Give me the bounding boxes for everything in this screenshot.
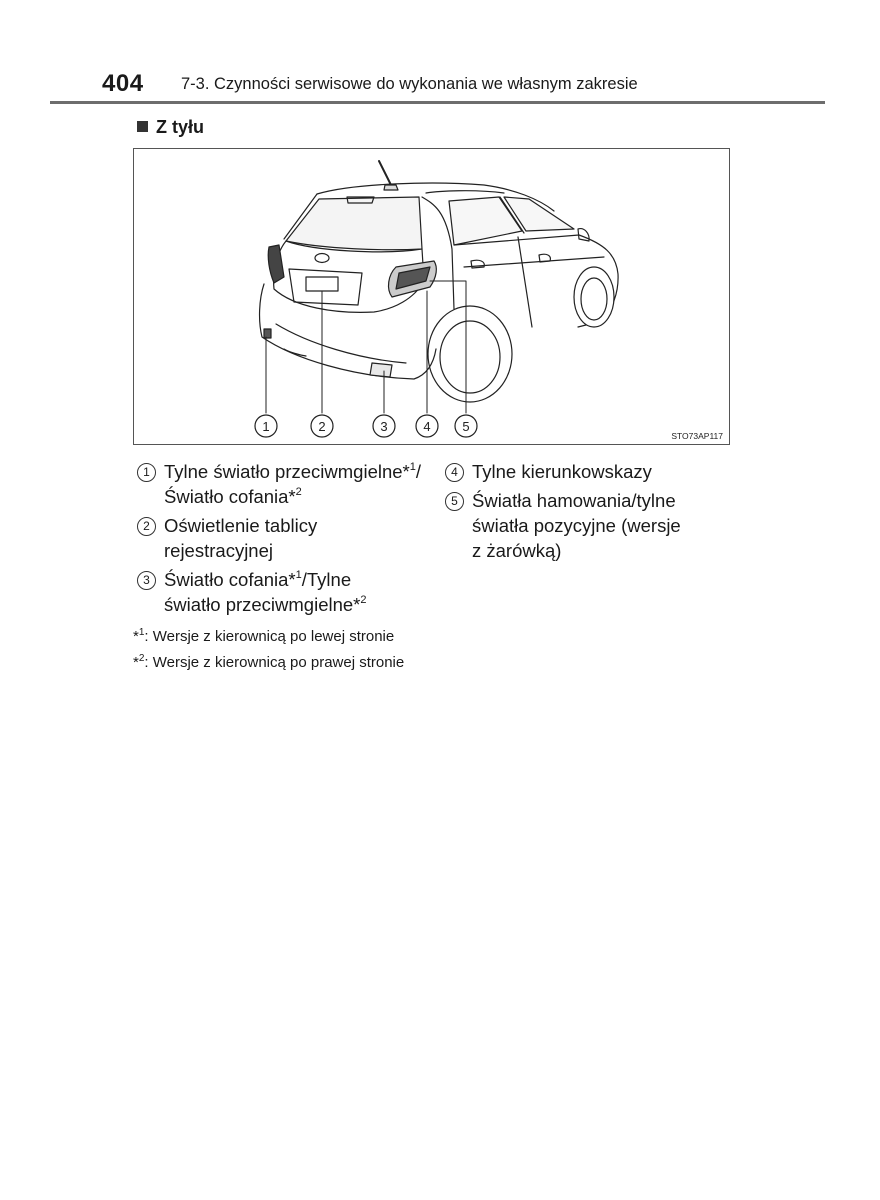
legend-number-2: 2 xyxy=(137,517,156,536)
legend-item-3 xyxy=(137,567,447,617)
footnote-1 xyxy=(133,624,404,650)
legend-number-3: 3 xyxy=(137,571,156,590)
svg-text:1: 1 xyxy=(262,419,270,434)
header-rule xyxy=(50,101,825,104)
svg-text:4: 4 xyxy=(423,419,431,434)
legend-text: rejestracyjnej xyxy=(164,540,273,561)
callout-1 xyxy=(255,415,277,437)
svg-text:3: 3 xyxy=(380,419,388,434)
footnote-mark: * xyxy=(133,628,139,645)
legend-text: Światło cofania* xyxy=(164,486,296,507)
legend-number-5: 5 xyxy=(445,492,464,511)
legend-number-1: 1 xyxy=(137,463,156,482)
footnote-sup: 2 xyxy=(138,653,145,664)
rear-lights-figure xyxy=(133,148,730,445)
legend-text: Tylne światło przeciwmgielne* xyxy=(164,461,410,482)
callout-2 xyxy=(311,415,333,437)
figure-code: STO73AP117 xyxy=(671,431,723,441)
legend-text: Światła hamowania/tylne xyxy=(472,490,676,511)
callout-3 xyxy=(373,415,395,437)
legend-sup: 2 xyxy=(295,486,302,498)
legend-sup: 1 xyxy=(409,461,416,473)
legend-text: Oświetlenie tablicy xyxy=(164,515,318,536)
legend-text: światła pozycyjne (wersje xyxy=(472,515,681,536)
legend-text: z żarówką) xyxy=(472,540,562,561)
svg-text:5: 5 xyxy=(462,419,470,434)
legend-item-2 xyxy=(137,513,447,563)
callout-markers xyxy=(134,149,730,445)
legend-text: Tylne kierunkowskazy xyxy=(472,461,652,482)
footnote-2 xyxy=(133,650,404,676)
chapter-title: 7-3. Czynności serwisowe do wykonania we własnym zakresie xyxy=(181,75,638,93)
footnote-mark: * xyxy=(133,654,139,671)
legend-text: /Tylne xyxy=(301,569,352,590)
legend-item-4 xyxy=(445,459,715,484)
legend-text: światło przeciwmgielne* xyxy=(164,594,361,615)
legend-text: / xyxy=(415,461,422,482)
legend-sup: 1 xyxy=(295,569,302,581)
footnote-text: : Wersje z kierownicą po prawej stronie xyxy=(144,654,405,671)
legend-left-column xyxy=(137,459,447,621)
page-number: 404 xyxy=(102,70,144,97)
callout-4 xyxy=(416,415,438,437)
legend-text: Światło cofania* xyxy=(164,569,296,590)
section-heading xyxy=(137,117,204,138)
svg-text:2: 2 xyxy=(318,419,326,434)
legend-sup: 2 xyxy=(360,594,367,606)
legend-number-4: 4 xyxy=(445,463,464,482)
footnote-text: : Wersje z kierownicą po lewej stronie xyxy=(144,628,395,645)
square-bullet-icon xyxy=(137,121,148,132)
footnotes xyxy=(133,624,404,676)
callout-5 xyxy=(455,415,477,437)
legend-right-column xyxy=(445,459,715,567)
section-heading-text: Z tyłu xyxy=(156,117,204,137)
footnote-sup: 1 xyxy=(138,627,145,638)
legend-item-5 xyxy=(445,488,715,563)
legend-item-1 xyxy=(137,459,447,509)
